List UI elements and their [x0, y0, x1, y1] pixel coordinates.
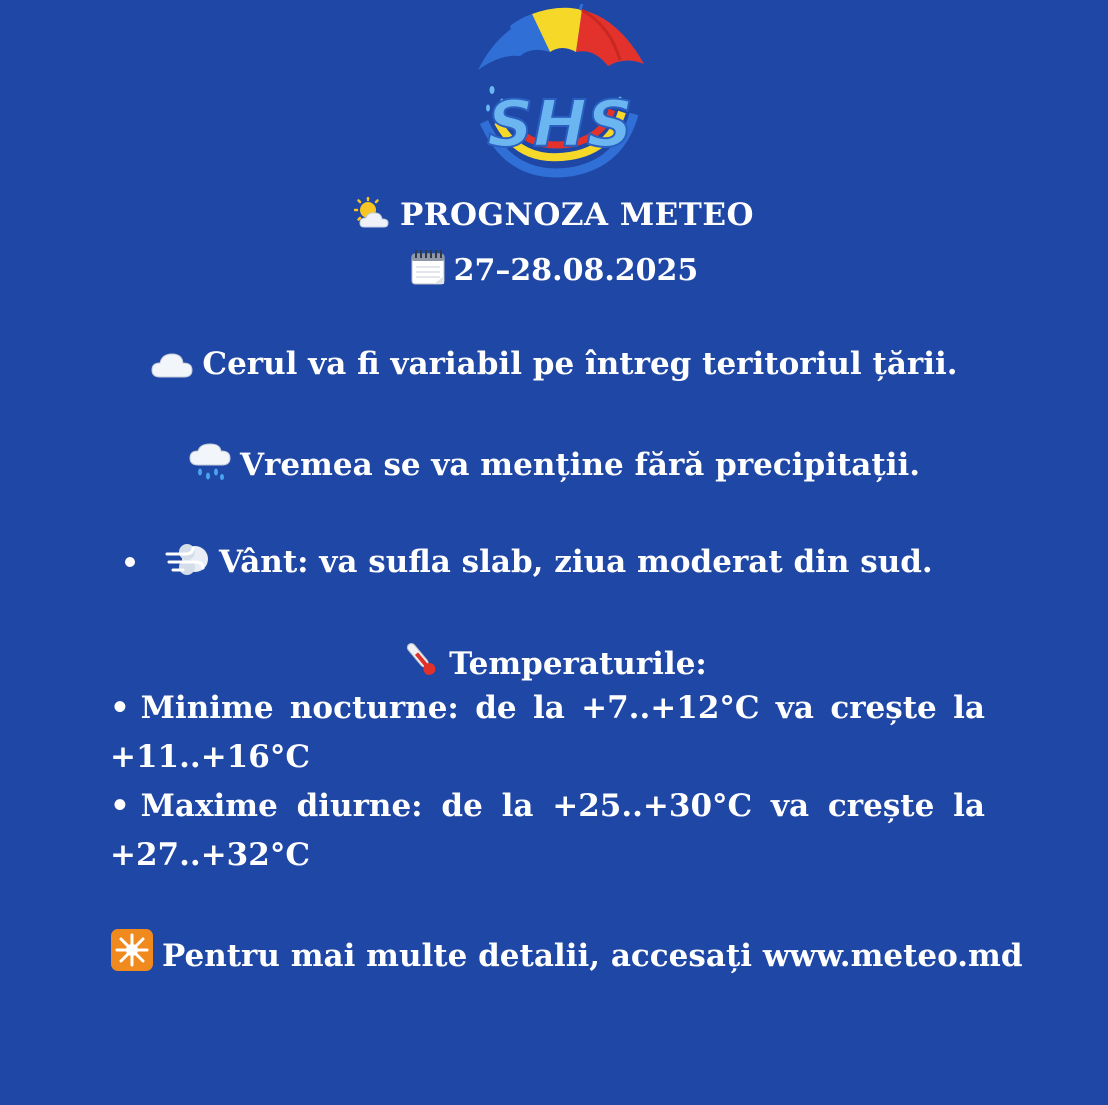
min-temperatures: [110, 684, 985, 782]
sparkle-icon: [110, 928, 154, 972]
max-temp-line: • Maxime diurne: de la +25..+30°C va crește la: [110, 788, 985, 824]
max-temp-continuation: +27..+32°C: [110, 837, 310, 873]
sun-behind-cloud-icon: [354, 197, 392, 231]
forecast-date: 27–28.08.2025: [0, 248, 1108, 288]
precip-line: Vremea se va menține fără precipitații.: [0, 443, 1108, 483]
thermometer-icon: [401, 638, 441, 680]
sky-line: Cerul va fi variabil pe întreg teritoriul țării.: [0, 346, 1108, 382]
temperatures-heading: Temperaturile:: [0, 638, 1108, 682]
min-temp-continuation: +11..+16°C: [110, 739, 310, 775]
calendar-icon: [410, 248, 446, 286]
logo-text: SHS: [487, 88, 633, 162]
wind-line: Vânt: va sufla slab, ziua moderat din sud.: [125, 540, 933, 580]
page-title: PROGNOZA METEO: [0, 197, 1108, 233]
rain-cloud-icon: [188, 443, 232, 481]
umbrella-logo: [470, 4, 650, 189]
cloud-icon: [150, 350, 194, 380]
bullet: [125, 557, 135, 567]
max-temperatures: [110, 782, 985, 880]
details-line: [110, 928, 1023, 974]
details-text: Pentru mai multe detalii, accesați www.meteo.md: [162, 938, 1023, 974]
min-temp-line: • Minime nocturne: de la +7..+12°C va crește la: [110, 690, 985, 726]
wind-icon: [165, 540, 211, 578]
